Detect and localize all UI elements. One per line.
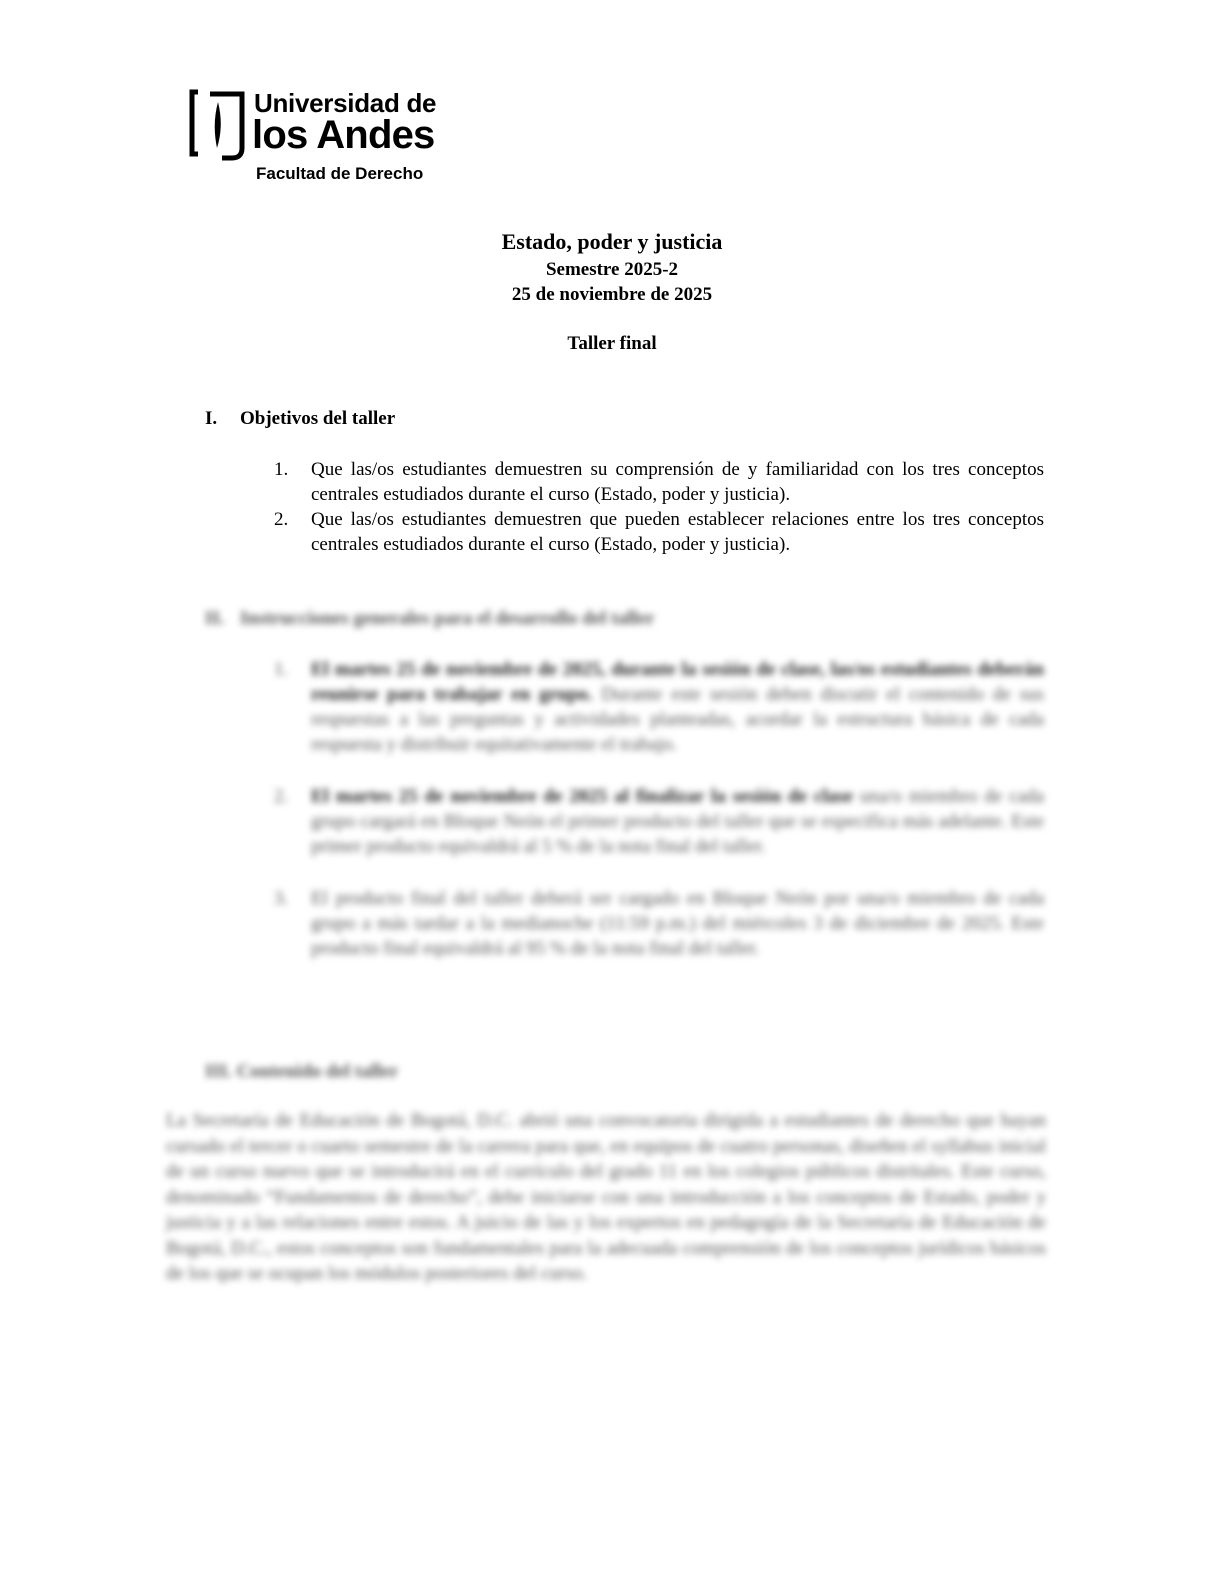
list-item-text: una/o miembro de cada grupo cargará en Bloque Neón el primer producto del taller que se especifica más adelante. Este primer producto equivaldrá al 5 % de la nota final del taller. — [311, 786, 1045, 857]
section-number: II. — [205, 608, 225, 629]
list-item — [274, 784, 1044, 859]
list-item-number: 2. — [274, 786, 289, 807]
section-number: I. — [205, 408, 218, 429]
logo-university-text: Universidad de — [254, 88, 437, 118]
list-item-number: 1. — [274, 659, 289, 680]
list-item-text: El producto final del taller deberá ser cargado en Bloque Neón por una/o miembro de cada grupo a más tardar a la medianoche (11:59 p.m.) del miércoles 3 de diciembre de 2025. Este producto final equivaldrá al 95 % de la nota final del taller. — [311, 888, 1044, 959]
list-item — [274, 507, 1044, 557]
list-item — [274, 657, 1044, 757]
section-title: Instrucciones generales para el desarrollo del taller — [240, 608, 655, 629]
section-number: III. — [205, 1061, 232, 1082]
list-item-bold-text: El martes 25 de noviembre de 2025, durante la sesión de clase, las/os estudiantes deberán reunirse para trabajar en grupo. — [311, 659, 1044, 705]
section-heading-content — [205, 1060, 398, 1084]
content-paragraph: La Secretaría de Educación de Bogotá, D.C. abrió una convocatoria dirigida a estudiantes de derecho que hayan cursado el tercer o cuarto semestre de la carrera para que, en equipos de cuatro personas, diseñen el syllabus inicial de un curso nuevo que se introducirá en el currículo del grado 11 en los colegios públicos distritales. Este curso, denominado “Fundamentos de derecho”, debe iniciarse con una introducción a los conceptos de Estado, poder y justicia y a las relaciones entre estos. A juicio de las y los expertos en pedagogía de la Secretaría de Educación de Bogotá, D.C., estos conceptos son fundamentales para la adecuada comprensión de los conceptos jurídicos básicos de los que se ocupan los módulos posteriores del curso. — [166, 1110, 1046, 1284]
andes-emblem-icon — [188, 88, 248, 162]
instructions-list — [274, 657, 1044, 961]
objectives-list — [274, 457, 1044, 557]
list-item-number: 1. — [274, 459, 289, 480]
semester-label: Semestre 2025-2 — [545, 259, 679, 280]
document-title: Estado, poder y justicia — [501, 229, 723, 254]
list-item — [274, 886, 1044, 961]
section-title: Contenido del taller — [236, 1061, 399, 1082]
university-logo — [188, 86, 437, 186]
document-subtitle: Taller final — [567, 333, 657, 354]
list-item-text: Durante este sesión deben discutir el contenido de sus respuestas a las preguntas y actividades planteadas, acordar la estructura básica de cada respuesta y distribuir equitativamente el trabajo. — [311, 684, 1044, 755]
list-item-text: Que las/os estudiantes demuestren su comprensión de y familiaridad con los tres conceptos centrales estudiados durante el curso (Estado, poder y justicia). — [311, 459, 1044, 505]
section-heading-instructions — [205, 607, 654, 631]
list-item — [274, 457, 1044, 507]
list-item-number: 3. — [274, 888, 289, 909]
logo-faculty-text: Facultad de Derecho — [256, 164, 424, 183]
document-date: 25 de noviembre de 2025 — [511, 284, 713, 305]
list-item-text: Que las/os estudiantes demuestren que pueden establecer relaciones entre los tres conceptos centrales estudiados durante el curso (Estado, poder y justicia). — [311, 509, 1044, 555]
logo-andes-text: los Andes — [252, 113, 435, 157]
section-heading-objectives — [205, 407, 395, 431]
list-item-bold-text: El martes 25 de noviembre de 2025 al finalizar la sesión de clase — [311, 786, 853, 807]
list-item-number: 2. — [274, 509, 289, 530]
section-title: Objetivos del taller — [240, 408, 396, 429]
